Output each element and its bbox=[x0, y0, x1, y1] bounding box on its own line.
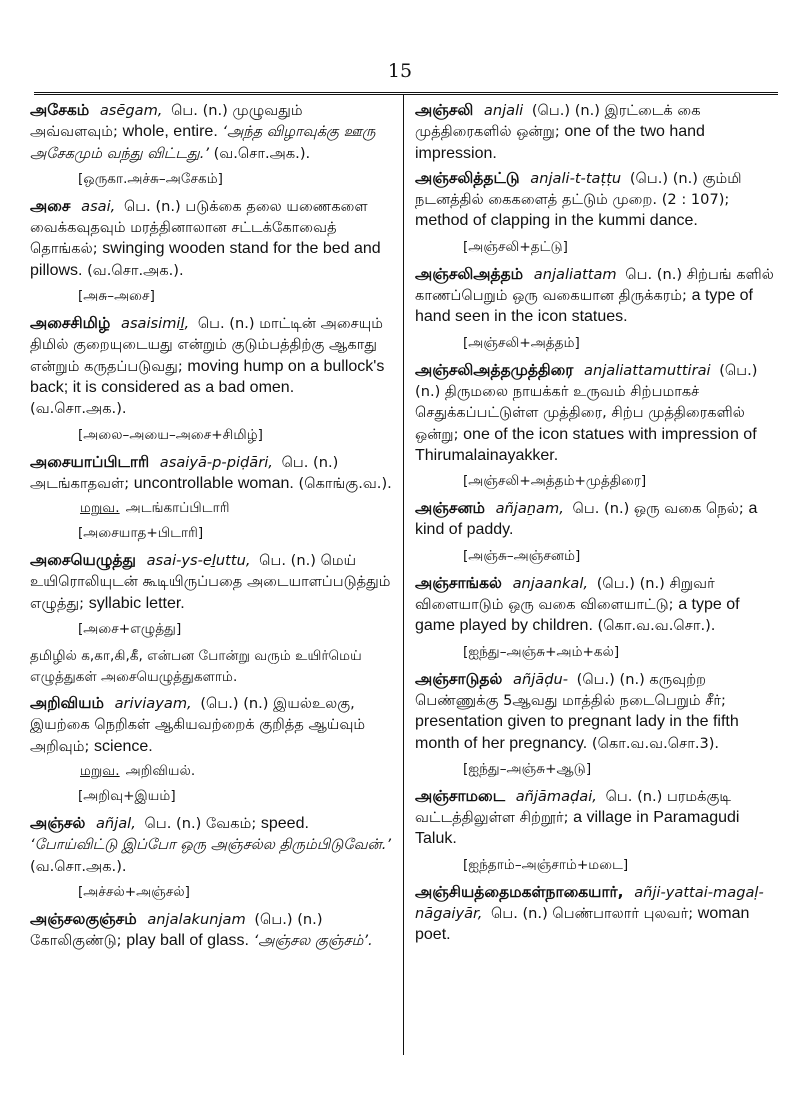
english-gloss: a village in Paramagudi Taluk. bbox=[415, 809, 740, 848]
dictionary-entry bbox=[415, 100, 779, 164]
etymology: [அசு–அசை] bbox=[78, 288, 155, 305]
english-gloss: syllabic letter. bbox=[88, 594, 185, 612]
source-abbreviation: (கொ.வ.வ.சொ.). bbox=[597, 617, 716, 635]
english-gloss: swinging wooden stand for the bed and pillows. bbox=[30, 240, 381, 279]
transliteration: añji-yattai-magaḷ-nāgaiyār, bbox=[415, 883, 764, 923]
english-gloss: play ball of glass. bbox=[126, 932, 249, 950]
transliteration: asaiyā-p-piḍāri, bbox=[159, 453, 273, 471]
tamil-definition: பெ. (n.) பெண்பாலார் புலவர்; bbox=[490, 905, 694, 923]
synonym-label: மறுவ. bbox=[80, 762, 120, 779]
headword: அஞ்சாடுதல் bbox=[415, 669, 503, 688]
headword: அசை bbox=[30, 196, 71, 215]
usage-note: தமிழில் க,கா,கி,கீ, என்பன போன்று வரும் உயிர்மெய் எழுத்துகள் அசையெழுத்துகளாம். bbox=[30, 648, 362, 686]
transliteration: anjaankal, bbox=[512, 574, 589, 592]
tamil-definition: பெ. (n.) அடங்காதவள்; bbox=[30, 453, 339, 492]
etymology: [ஐந்து–அஞ்சு+ஆடு] bbox=[463, 760, 592, 777]
transliteration: ariviayam, bbox=[114, 695, 192, 713]
dictionary-entry bbox=[30, 313, 392, 419]
headword: அஞ்சனம் bbox=[415, 499, 485, 518]
source-abbreviation: (வ.சொ.அக.). bbox=[30, 400, 127, 418]
dictionary-entry bbox=[415, 669, 779, 754]
synonym-line bbox=[80, 761, 392, 781]
source-abbreviation: (வ.சொ.அக.). bbox=[213, 144, 311, 162]
headword: அசைசிமிழ் bbox=[30, 314, 111, 333]
english-gloss: moving hump on a bullock's back; it is considered as a bad omen. bbox=[30, 357, 385, 396]
headword: அசையாப்பிடாரி bbox=[30, 452, 150, 471]
etymology: [அலை–அயை–அசை+சிமிழ்] bbox=[78, 426, 263, 443]
tamil-definition: (பெ.) (n.) இயல்உலகு, இயற்கை நெறிகள் ஆகியவற்றைக் குறித்த ஆய்வும் அறிவும்; bbox=[30, 695, 366, 755]
transliteration: asai, bbox=[81, 197, 116, 215]
headword: அசையெழுத்து bbox=[30, 551, 136, 570]
english-gloss: woman poet. bbox=[415, 905, 750, 944]
tamil-definition: பெ. (n.) வேகம்; bbox=[144, 814, 257, 832]
dictionary-entry bbox=[415, 360, 779, 466]
etymology: [அஞ்சு–அஞ்சனம்] bbox=[463, 547, 581, 564]
transliteration: anjaliattamuttirai bbox=[584, 361, 711, 379]
english-gloss: whole, entire. bbox=[122, 123, 218, 141]
headword: அஞ்சாமடை bbox=[415, 786, 506, 805]
english-gloss: presentation given to pregnant lady in the fifth month of her pregnancy. bbox=[415, 713, 739, 752]
right-column bbox=[415, 100, 779, 950]
dictionary-entry bbox=[30, 909, 392, 952]
tamil-definition: பெ. (n.) முழுவதும் அவ்வளவும்; bbox=[30, 102, 303, 141]
tamil-definition: பெ. (n.) சிற்பங் களில் காணப்பெறும் ஒரு வகையான திருக்கரம்; bbox=[415, 265, 774, 305]
page-number: 15 bbox=[387, 60, 413, 82]
english-gloss: uncontrollable woman. bbox=[133, 474, 294, 492]
transliteration: añjāmaḍai, bbox=[515, 787, 597, 805]
tamil-definition: (பெ.) (n.) கோலிகுண்டு; bbox=[30, 910, 323, 950]
etymology: [ஐந்தாம்–அஞ்சாம்+மடை] bbox=[463, 856, 629, 873]
etymology: [அசையாத+பிடாரி] bbox=[78, 525, 204, 542]
tamil-definition: (பெ.) (n.) கும்மி நடனத்தில் கைகளைத் தட்டும் முறை. (2 : 107); bbox=[415, 169, 742, 209]
etymology: [அசை+எழுத்து] bbox=[78, 621, 182, 638]
dictionary-entry bbox=[30, 100, 392, 164]
synonym-label: மறுவ. bbox=[80, 500, 120, 517]
headword: அஞ்சலிஅத்தமுத்திரை bbox=[415, 360, 574, 379]
dictionary-entry bbox=[30, 550, 392, 614]
tamil-definition: பெ. (n.) மாட்டின் அசையும் திமில் குறையுடையது என்றும் குடும்பத்திற்கு ஆகாது என்றும் கருதப்படுவது; bbox=[30, 315, 383, 375]
dictionary-entry bbox=[30, 196, 392, 281]
dictionary-entry bbox=[415, 498, 779, 541]
transliteration: anjaliattam bbox=[533, 265, 617, 283]
english-gloss: speed. bbox=[260, 814, 309, 832]
transliteration: asai-ys-eḻuttu, bbox=[146, 552, 251, 570]
english-gloss: a type of game played by children. bbox=[415, 596, 740, 635]
transliteration: asaisimiḻ, bbox=[121, 315, 190, 333]
synonym-text: அறிவியல். bbox=[125, 762, 196, 779]
english-gloss: a kind of paddy. bbox=[415, 500, 758, 539]
synonym-text: அடங்காப்பிடாரி bbox=[125, 500, 230, 517]
synonym-line bbox=[80, 498, 392, 518]
etymology: [அஞ்சலி+அத்தம்+முத்திரை] bbox=[463, 473, 647, 490]
source-abbreviation: (கொங்கு.வ.). bbox=[298, 474, 392, 492]
example-quote: ‘அந்த விழாவுக்கு ஊரு அசேகமும் வந்து விட்டது.’ bbox=[30, 123, 376, 162]
dictionary-entry bbox=[415, 882, 779, 946]
tamil-definition: (பெ.) (n.) சிறுவர் விளையாடும் ஒரு வகை விளையாட்டு; bbox=[415, 574, 715, 614]
transliteration: añjal, bbox=[95, 814, 136, 832]
example-quote: ‘அஞ்சல குஞ்சம்’. bbox=[253, 932, 373, 950]
etymology: [ஐந்து–அஞ்சு+அம்+கல்] bbox=[463, 643, 620, 660]
english-gloss: method of clapping in the kummi dance. bbox=[415, 212, 698, 230]
column-divider bbox=[403, 95, 404, 1055]
etymology: [அஞ்சலி+தட்டு] bbox=[463, 238, 568, 255]
etymology: [அச்சல்+அஞ்சல்] bbox=[78, 883, 190, 900]
dictionary-entry bbox=[415, 573, 779, 637]
example-quote: ‘போய்விட்டு இப்போ ஒரு அஞ்சல்ல திரும்பிடுவேன்.’ bbox=[30, 836, 391, 854]
etymology: [ஒருகா.அச்சு–அசேகம்] bbox=[78, 170, 223, 187]
tamil-definition: பெ. (n.) ஒரு வகை நெல்; bbox=[572, 500, 744, 518]
transliteration: asēgam, bbox=[99, 102, 163, 119]
english-gloss: one of the two hand impression. bbox=[415, 123, 705, 162]
source-abbreviation: (வ.சொ.அக.). bbox=[87, 261, 184, 279]
tamil-definition: (பெ.) (n.) கருவுற்ற பெண்ணுக்கு 5ஆவது மாத்தில் நடைபெறும் சீர்; bbox=[415, 670, 726, 709]
header-rule bbox=[34, 92, 778, 95]
transliteration: anjali bbox=[483, 102, 524, 119]
dictionary-entry bbox=[30, 813, 392, 877]
headword: அஞ்சலகுஞ்சம் bbox=[30, 909, 137, 928]
english-gloss: a type of hand seen in the icon statues. bbox=[415, 287, 753, 326]
dictionary-entry bbox=[415, 786, 779, 850]
headword: அஞ்சலிஅத்தம் bbox=[415, 264, 524, 283]
tamil-definition: (பெ.) (n.) இரட்டைக் கை முத்திரைகளில் ஒன்று; bbox=[415, 102, 701, 141]
headword: அசேகம் bbox=[30, 101, 90, 119]
dictionary-entry bbox=[415, 168, 779, 232]
headword: அறிவியம் bbox=[30, 694, 104, 713]
transliteration: anjali-t-taṭṭu bbox=[530, 169, 622, 187]
etymology: [அறிவு+இயம்] bbox=[78, 787, 176, 804]
tamil-definition: பெ. (n.) பரமக்குடி வட்டத்திலுள்ள சிற்றூர்; bbox=[415, 787, 731, 827]
headword: அஞ்சலித்தட்டு bbox=[415, 168, 520, 187]
english-gloss: one of the icon statues with impression of Thirumalainayakker. bbox=[415, 425, 757, 464]
dictionary-entry bbox=[30, 693, 392, 757]
tamil-definition: (பெ.) (n.) திருமலை நாயக்கர் உருவம் சிற்பமாகச் செதுக்கப்பட்டுள்ள முத்திரை, சிற்ப முத்திரைகளில் ஒன்று; bbox=[415, 361, 758, 443]
transliteration: añjāḍu- bbox=[513, 670, 568, 688]
source-abbreviation: (கொ.வ.வ.சொ.3). bbox=[591, 734, 720, 752]
headword: அஞ்சலி bbox=[415, 101, 474, 119]
headword: அஞ்சாங்கல் bbox=[415, 573, 502, 592]
dictionary-entry bbox=[30, 452, 392, 495]
transliteration: añjaṉam, bbox=[495, 500, 564, 518]
etymology: [அஞ்சலி+அத்தம்] bbox=[463, 334, 580, 351]
source-abbreviation: (வ.சொ.அக.). bbox=[30, 857, 127, 875]
headword: அஞ்சல் bbox=[30, 813, 86, 832]
dictionary-entry bbox=[415, 264, 779, 328]
left-column bbox=[30, 100, 392, 955]
headword: அஞ்சியத்தைமகள்நாகையார், bbox=[415, 882, 624, 901]
tamil-definition: பெ. (n.) படுக்கை தலை யணைகளை வைக்கவுதவும் மரத்தினாலான சட்டக்கோவைத் தொங்கல்; bbox=[30, 197, 368, 258]
transliteration: anjalakunjam bbox=[147, 910, 246, 928]
english-gloss: science. bbox=[94, 737, 153, 755]
tamil-definition: பெ. (n.) மெய் உயிரொலியுடன் கூடியிருப்பதை அடையாளப்படுத்தும் எழுத்து; bbox=[30, 552, 391, 612]
